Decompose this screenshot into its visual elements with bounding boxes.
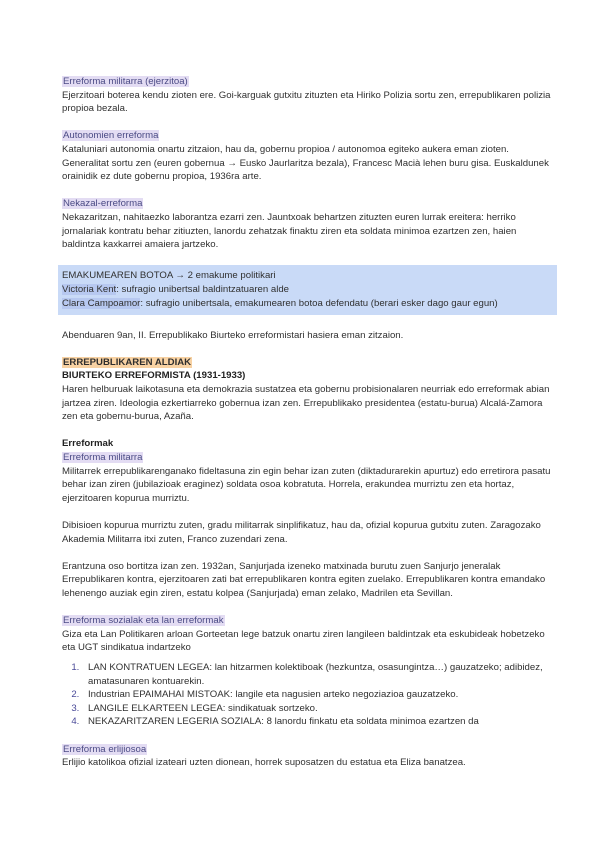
military-reform-title: Erreforma militarra (ejerzitoa) [63, 76, 188, 87]
labor-laws-list [62, 661, 552, 729]
military-reform-paragraph-1: Militarrek errepublikarenganako fideltasuna zin egin behar izan zuten (diktadurarekin apurtuz) edo erretirora pasatu behar izan ziren (jubilazioak eraginez) soldata osoa kobratuta. Horrela, erakundea murriztu zen eta hortaz, ejerzitoaren kopurua murriztu. [62, 465, 551, 504]
reforms-heading: Erreformak [62, 438, 114, 450]
agrarian-reform-text: Nekazaritzan, nahitaezko laborantza ezarri zen. Jauntxoak behartzen zituzten euren lurrak ereitera: herriko jornalariak kontratu behar zitiuzten, lanordu zehatzak finaktu ziren eta soldata minimoa ezartzen zen, haien baldintza kaxkarrei amaiera jartzeko. [62, 211, 517, 251]
social-reform-text: Giza eta Lan Politikaren arloan Gorteetan lege batzuk onartu ziren langileen baldintzak eta eskubideak hobetzeko eta UGT sindikatua indartzeko [62, 628, 545, 654]
autonomy-reform-text: Kataluniari autonomia onartu zitzaion, hau da, gobernu propioa / autonomoa egiteko aukera eman zioten. Generalitat sortu zen (euren gobernua → Eusko Jaurlaritza bezala), Francesc Macià lehen buru gisa. Euskaldunek orainidik ez dute gobernu propioa, 1936ra arte. [62, 143, 549, 183]
military-reform-title-2: Erreforma militarra [63, 452, 143, 464]
republic-periods-heading: ERREPUBLIKAREN ALDIAK [63, 356, 192, 368]
december-text: Abenduaren 9an, II. Errepublikako Biurteko erreformistari hasiera eman zitzaion. [62, 329, 404, 341]
callout-heading: EMAKUMEAREN BOTOA → 2 emakume politikari [62, 270, 276, 282]
autonomy-reform-title: Autonomien erreforma [63, 130, 159, 142]
kent-text: : sufragio unibertsal baldintzatuaren alde [116, 283, 290, 295]
military-reform-paragraph-2: Dibisioen kopurua murriztu zuten, gradu militarrak sinplifikatuz, hau da, ofizial kopurua gutxitu zuten. Zaragozako Akademia Militarra itxi zuten, Franco zuzendari zena. [62, 520, 541, 545]
religious-reform-text: Erlijio katolikoa ofizial izateari uzten dionean, horrek suposatzen du estatua eta Eliza banatzea. [62, 757, 466, 769]
callout-kent-line [62, 283, 553, 297]
reformist-biennium-heading: BIURTEKO ERREFORMISTA (1931-1933) [62, 370, 246, 382]
callout-campoamor-line [62, 297, 553, 311]
agrarian-reform-title: Nekazal-erreforma [63, 198, 143, 210]
womens-vote-callout [58, 265, 557, 315]
list-item: 1. LAN KONTRATUEN LEGEA: lan hitzarmen kolektiboak (hezkuntza, osasungintza…) gauzatzeko; adibidez, amatasunaren kontuarekin. [82, 661, 552, 688]
list-item: 3. LANGILE ELKARTEEN LEGEA: sindikatuak sortzeko. [82, 702, 552, 716]
list-item: 2. Industrian EPAIMAHAI MISTOAK: langile eta nagusien arteko negoziazioa gauzatzeko. [82, 688, 552, 702]
campoamor-name: Clara Campoamor [62, 297, 141, 309]
list-item: 4. NEKAZARITZAREN LEGERIA SOZIALA: 8 lanordu finkatu eta soldata minimoa ezartzen da [82, 715, 552, 729]
kent-name: Victoria Kent [62, 283, 117, 295]
social-reform-title: Erreforma sozialak eta lan erreformak [63, 615, 224, 627]
reformist-biennium-intro: Haren helburuak laikotasuna eta demokrazia sustatzea eta gobernu probisionalaren neurriak edo erreformak abian jartzea ziren. Ideologia ezkertiarreko gobernua izan zen. Errepublikako presidentea (estatu-burua) Alcalá-Zamora zen eta gobernu-burua, Azaña. [62, 384, 550, 423]
military-reform-text: Ejerzitoari boterea kendu zioten ere. Goi-karguak gutxitu zituzten eta Hiriko Polizia sortu zen, errepublikaren polizia propioa bezala. [62, 89, 551, 115]
military-reform-paragraph-3: Erantzuna oso bortitza izan zen. 1932an, Sanjurjada izeneko matxinada burutu zuen Sanjurjo jeneralak Errepublikaren kontra, ejerzitoaren zati bat errepublikaren kontra egiten zuelako. Errepublikaren kontra emandako lehenengo auziak egin ziren, estatu kolpea (Sanjurjada) eman zelako, Madrilen eta Sevillan. [62, 560, 546, 599]
campoamor-text: : sufragio unibertsala, emakumearen botoa defendatu (berari esker dago gaur egun) [140, 297, 498, 309]
document-content [62, 75, 552, 770]
religious-reform-title: Erreforma erlijiosoa [63, 743, 147, 755]
